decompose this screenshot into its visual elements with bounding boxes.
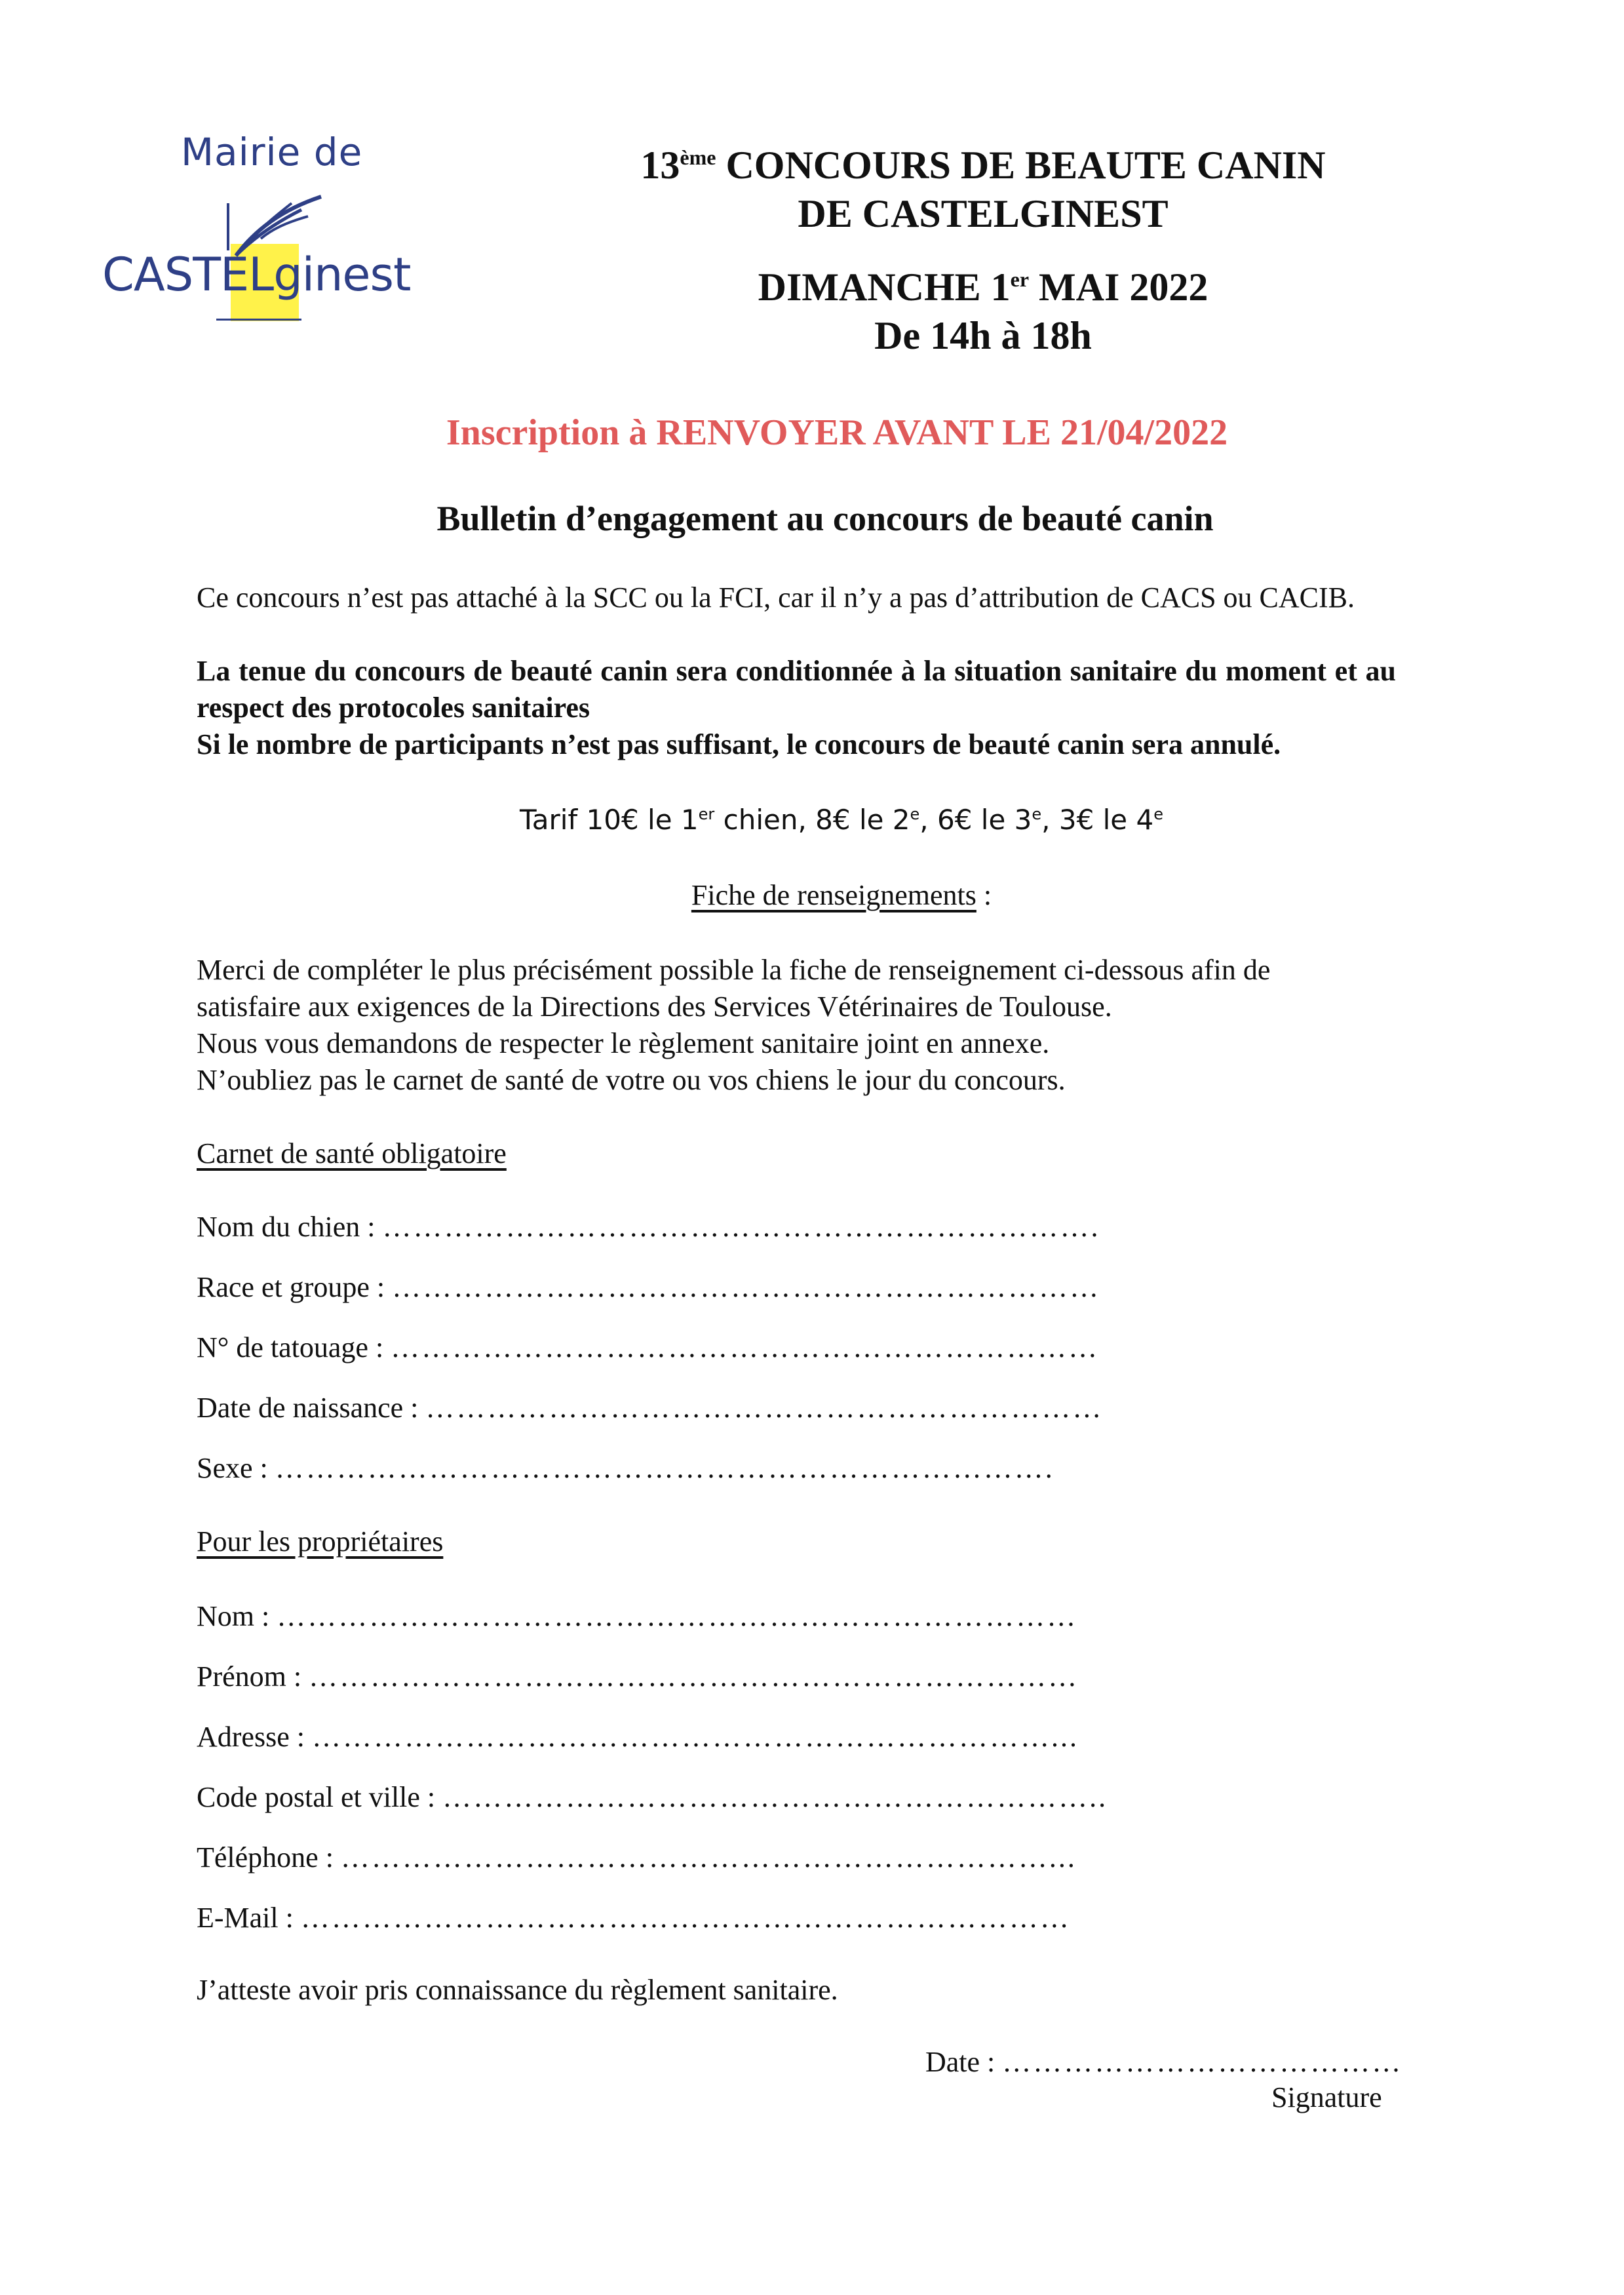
logo-text-mairie: Mairie de [181, 130, 363, 174]
field-label: Téléphone : [197, 1841, 334, 1873]
birthdate-field[interactable] [197, 1391, 1103, 1424]
field-dots: ………………………………………………………………... [311, 1721, 1079, 1753]
date-field[interactable] [925, 2045, 1402, 2079]
section-heading-fiche [0, 878, 1624, 912]
page-title-line2: DE CASTELGINEST [798, 192, 1169, 235]
page-title-line1 [524, 143, 1442, 188]
field-dots: …………………………………………………………………… [277, 1600, 1078, 1632]
field-label: N° de tatouage : [197, 1331, 384, 1363]
field-label: Race et groupe : [197, 1271, 385, 1303]
address-field[interactable] [197, 1720, 1079, 1754]
conditions-paragraph: La tenue du concours de beauté canin sera conditionnée à la situation sanitaire du moment et au respect des protocoles sanitaires [197, 655, 1396, 724]
field-dots: …………………………………………………………… [391, 1331, 1100, 1363]
owner-firstname-field[interactable] [197, 1660, 1079, 1693]
intro-paragraph: Ce concours n’est pas attaché à la SCC ou la FCI, car il n’y a pas d’attribution de CACS ou CACIB. [197, 581, 1355, 614]
title-sup: ème [680, 146, 716, 169]
price-part: chien, 8€ le 2 [714, 804, 910, 836]
instruction-line: Nous vous demandons de respecter le règlement sanitaire joint en annexe. [197, 1027, 1050, 1059]
field-label: Nom du chien : [197, 1211, 376, 1243]
field-dots: ……………………………………………………………... [340, 1841, 1077, 1873]
instruction-line: satisfaire aux exigences de la Directions des Services Vétérinaires de Toulouse. [197, 991, 1112, 1023]
price-sup: e [1032, 805, 1042, 823]
cancellation-paragraph: Si le nombre de participants n’est pas suffisant, le concours de beauté canin sera annulé. [197, 728, 1281, 760]
field-label: Adresse : [197, 1721, 305, 1753]
email-field[interactable] [197, 1901, 1071, 1934]
owner-name-field[interactable] [197, 1599, 1077, 1633]
field-label: Prénom : [197, 1660, 302, 1693]
date-label: Date : [925, 2046, 996, 2078]
attestation-text: J’atteste avoir pris connaissance du règlement sanitaire. [197, 1974, 838, 2006]
field-dots: ………………………………………………………… [425, 1392, 1104, 1424]
field-dots: …………………………………………………………………. [275, 1452, 1054, 1484]
field-label: Date de naissance : [197, 1392, 419, 1424]
field-dots: …………………………………………………………… [392, 1271, 1101, 1303]
price-part: , 6€ le 3 [919, 804, 1032, 836]
field-dots: ……………………………………………………………. [382, 1211, 1100, 1243]
signature-label: Signature [1271, 2081, 1382, 2113]
event-date-sup: er [1010, 267, 1030, 291]
price-line [0, 804, 1624, 836]
price-part: , 3€ le 4 [1041, 804, 1154, 836]
instruction-line: Merci de compléter le plus précisément possible la fiche de renseignement ci-dessous afin de [197, 954, 1271, 986]
tattoo-field[interactable] [197, 1331, 1099, 1364]
field-label: Nom : [197, 1600, 270, 1632]
dog-name-field[interactable] [197, 1210, 1100, 1244]
price-part: Tarif 10€ le 1 [520, 804, 699, 836]
fiche-label: Fiche de renseignements [691, 879, 976, 911]
logo-city-part1: CASTEL [102, 248, 274, 302]
field-label: Sexe : [197, 1452, 268, 1484]
registration-deadline: Inscription à RENVOYER AVANT LE 21/04/2022 [446, 412, 1228, 453]
event-date-pre: DIMANCHE 1 [758, 265, 1011, 309]
form-title: Bulletin d’engagement au concours de beauté canin [436, 499, 1214, 538]
price-sup: er [698, 805, 715, 823]
logo-city-part2: ginest [273, 248, 411, 302]
title-number: 13 [640, 144, 680, 187]
instruction-line: N’oubliez pas le carnet de santé de votre ou vos chiens le jour du concours. [197, 1064, 1066, 1096]
field-label: Code postal et ville : [197, 1781, 436, 1813]
section-heading-owners: Pour les propriétaires [197, 1525, 444, 1558]
title-text: CONCOURS DE BEAUTE CANIN [725, 144, 1326, 187]
instructions-block [197, 952, 1396, 1099]
field-dots: ……………………………………………………….. [442, 1781, 1108, 1813]
price-sup: e [1153, 805, 1163, 823]
field-label: E-Mail : [197, 1902, 294, 1934]
fiche-suffix: : [976, 879, 992, 911]
logo-underline [216, 319, 301, 321]
event-hours: De 14h à 18h [874, 314, 1092, 357]
postal-city-field[interactable] [197, 1780, 1108, 1814]
phone-field[interactable] [197, 1841, 1077, 1874]
date-dots: ………………………………… [1002, 2046, 1403, 2078]
breed-field[interactable] [197, 1270, 1100, 1304]
event-date-post: MAI 2022 [1039, 265, 1208, 309]
price-sup: e [910, 805, 920, 823]
event-date [524, 265, 1442, 310]
field-dots: ………………………………………………………………… [300, 1902, 1071, 1934]
section-heading-health-book: Carnet de santé obligatoire [197, 1137, 507, 1169]
field-dots: ………………………………………………………………… [309, 1660, 1079, 1693]
sex-field[interactable] [197, 1451, 1054, 1485]
logo-text-castelginest [102, 248, 410, 302]
